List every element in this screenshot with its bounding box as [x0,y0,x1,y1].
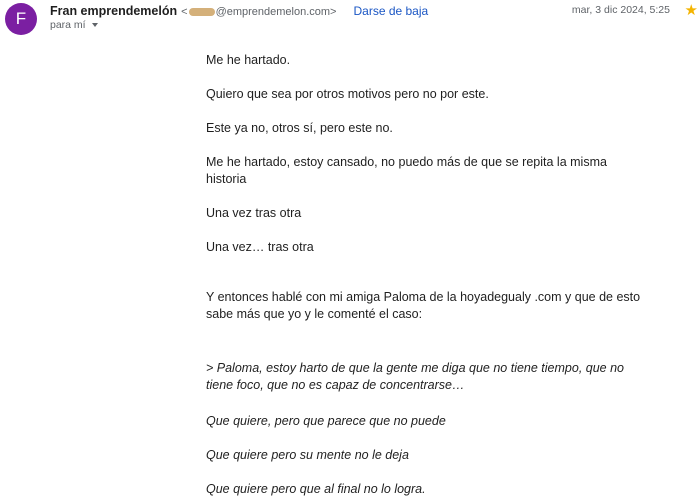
sender-name[interactable]: Fran emprendemelón [50,4,178,18]
quoted-paragraph: Que quiere, pero que parece que no puede [206,414,446,428]
avatar-letter: F [15,9,27,28]
redaction-mark [189,8,215,16]
quoted-paragraph: Que quiere pero que al final no lo logra. [206,482,426,496]
body-paragraph: Y entonces hablé con mi amiga Paloma de la hoyadegualy .com y que de esto sabe más que yo y le comenté el caso: [206,290,641,321]
email-date: mar, 3 dic 2024, 5:25 [571,4,670,16]
quoted-paragraph: Que quiere pero su mente no le deja [206,448,409,462]
sender-line [50,4,428,18]
avatar[interactable] [5,3,37,35]
body-paragraph: Me he hartado. [206,53,291,67]
body-paragraph: Una vez tras otra [206,206,302,220]
body-paragraph: Este ya no, otros sí, pero este no. [206,121,393,135]
star-icon[interactable]: ★ [684,2,698,19]
sender-email-prefix: < [181,6,188,18]
sender-email-suffix: @emprendemelon.com> [215,6,337,18]
body-paragraph: Me he hartado, estoy cansado, no puedo más de que se repita la misma historia [206,155,607,186]
chevron-down-icon [92,23,98,27]
sender-email [181,6,336,18]
body-paragraph: Una vez… tras otra [206,240,314,254]
recipient-details-toggle[interactable] [50,19,98,31]
unsubscribe-link[interactable]: Darse de baja [353,4,429,18]
body-paragraph: Quiero que sea por otros motivos pero no por este. [206,87,489,101]
recipient-label: para mí [50,19,86,31]
quoted-paragraph: > Paloma, estoy harto de que la gente me diga que no tiene tiempo, que no tiene foco, que no es capaz de concentrarse… [206,361,624,392]
